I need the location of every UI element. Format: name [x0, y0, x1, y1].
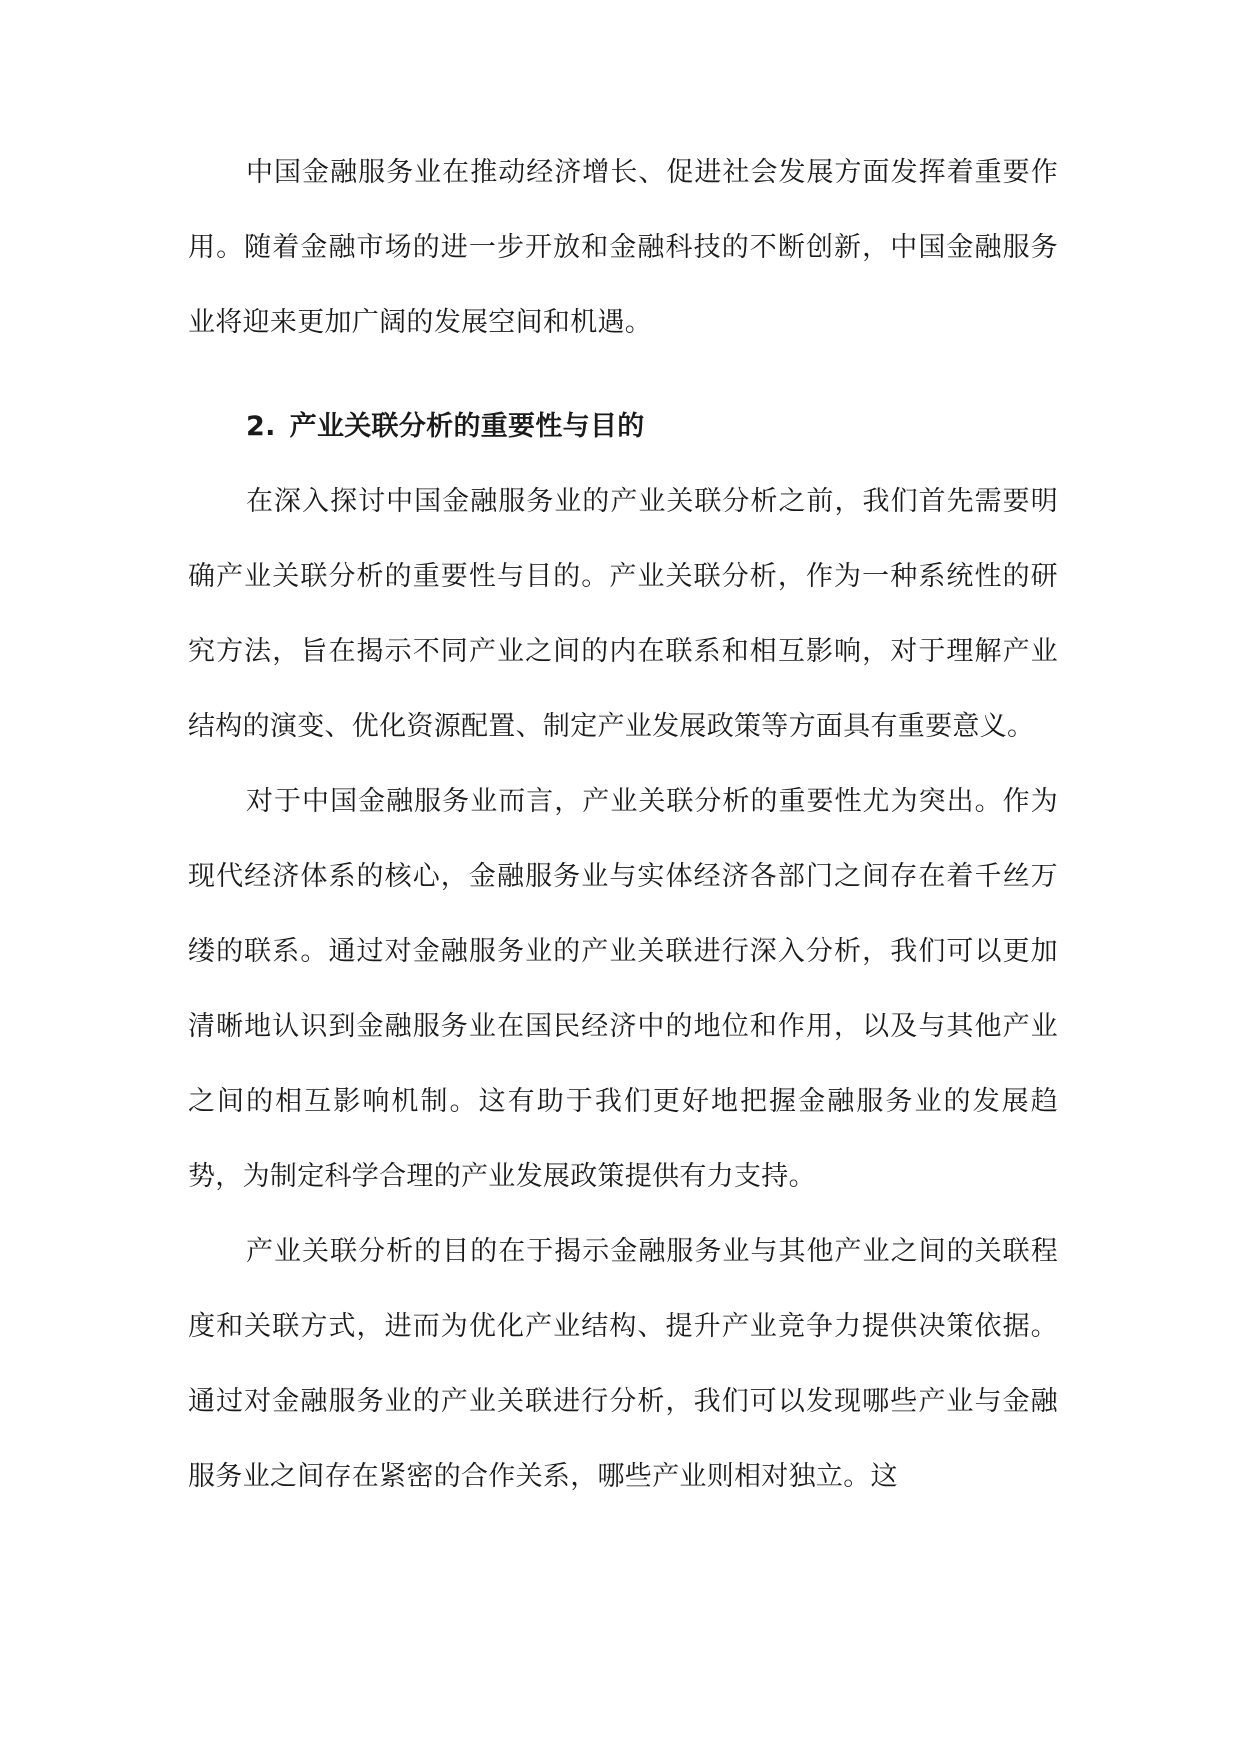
section-title: 产业关联分析的重要性与目的 — [289, 411, 645, 442]
section-heading — [188, 389, 1058, 464]
body-paragraph-2: 对于中国金融服务业而言，产业关联分析的重要性尤为突出。作为现代经济体系的核心，金融服务业与实体经济各部门之间存在着千丝万缕的联系。通过对金融服务业的产业关联进行深入分析，我们可以更加清晰地认识到金融服务业在国民经济中的地位和作用，以及与其他产业之间的相互影响机制。这有助于我们更好地把握金融服务业的发展趋势，为制定科学合理的产业发展政策提供有力支持。 — [188, 786, 1058, 1192]
intro-paragraph: 中国金融服务业在推动经济增长、促进社会发展方面发挥着重要作用。随着金融市场的进一步开放和金融科技的不断创新，中国金融服务业将迎来更加广阔的发展空间和机遇。 — [188, 157, 1058, 338]
section-number: 2. — [246, 411, 276, 442]
body-paragraph-3: 产业关联分析的目的在于揭示金融服务业与其他产业之间的关联程度和关联方式，进而为优化产业结构、提升产业竞争力提供决策依据。通过对金融服务业的产业关联进行分析，我们可以发现哪些产业与金融服务业之间存在紧密的合作关系，哪些产业则相对独立。这 — [188, 1236, 1058, 1492]
body-paragraph-1: 在深入探讨中国金融服务业的产业关联分析之前，我们首先需要明确产业关联分析的重要性与目的。产业关联分析，作为一种系统性的研究方法，旨在揭示不同产业之间的内在联系和相互影响，对于理解产业结构的演变、优化资源配置、制定产业发展政策等方面具有重要意义。 — [188, 486, 1058, 742]
document-page — [188, 135, 1058, 1514]
